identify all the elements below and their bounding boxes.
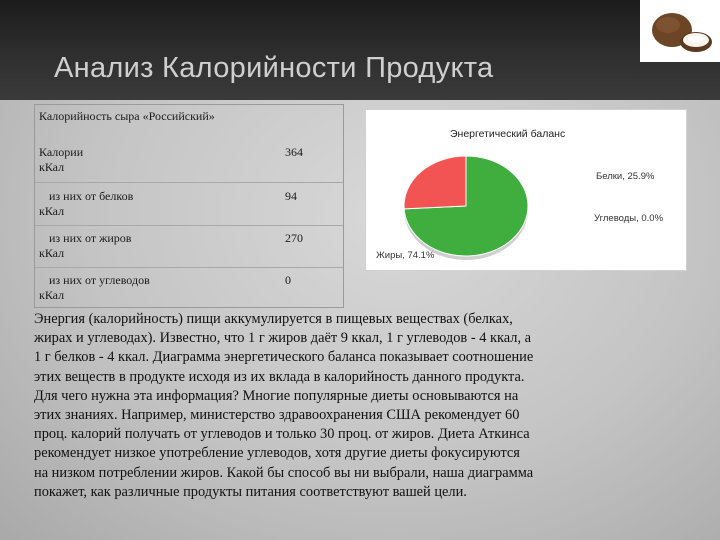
pie-label: Белки, 25.9% — [596, 171, 655, 182]
row-value: 94 — [285, 189, 297, 203]
text-line: на низком потреблении жиров. Какой бы способ вы ни выбрали, наша диаграмма — [34, 464, 534, 481]
row-value: 270 — [285, 231, 303, 245]
energy-balance-chart — [366, 110, 686, 270]
coconut-image — [640, 0, 720, 62]
row-label: Калории кКал — [39, 145, 84, 174]
pie-slice-Белки — [404, 156, 466, 209]
row-divider — [35, 225, 343, 226]
pie-label: Углеводы, 0.0% — [594, 213, 664, 224]
description-text — [34, 310, 700, 502]
text-line: проц. калорий получать от углеводов и только 30 проц. от жиров. Диета Аткинса — [34, 426, 530, 443]
table-caption: Калорийность сыра «Российский» — [39, 109, 215, 123]
text-line: рекомендует низкое употребление углеводов, хотя другие диеты фокусируются — [34, 445, 520, 462]
row-value: 364 — [285, 145, 303, 159]
row-label: из них от углеводов кКал — [39, 273, 150, 302]
row-value: 0 — [285, 273, 291, 287]
text-line: покажет, как различные продукты питания соответствуют вашей цели. — [34, 483, 467, 500]
text-line: 1 г белков - 4 ккал. Диаграмма энергетического баланса показывает соотношение — [34, 349, 534, 366]
pie-label: Жиры, 74.1% — [376, 250, 435, 261]
text-line: этих знаниях. Например, министерство здравоохранения США рекомендует 60 — [34, 407, 520, 424]
text-line: Для чего нужна эта информация? Многие популярные диеты основываются на — [34, 387, 519, 404]
text-line: жирах и углеводах). Известно, что 1 г жиров даёт 9 ккал, 1 г углеводов - 4 ккал, а — [34, 330, 532, 347]
calorie-table — [34, 104, 344, 308]
text-line: Энергия (калорийность) пищи аккумулируется в пищевых веществах (белках, — [34, 311, 513, 327]
row-divider — [35, 267, 343, 268]
row-label: из них от жиров кКал — [39, 231, 132, 260]
chart-title: Энергетический баланс — [450, 128, 566, 140]
pie-slices — [404, 156, 528, 260]
row-label: из них от белков кКал — [39, 189, 134, 218]
text-line: этих веществ в продукте исходя из их вклада в калорийность данного продукта. — [34, 368, 525, 385]
title-bar — [0, 0, 720, 100]
row-divider — [35, 182, 343, 183]
slide-title: Анализ Калорийности Продукта — [54, 52, 494, 84]
